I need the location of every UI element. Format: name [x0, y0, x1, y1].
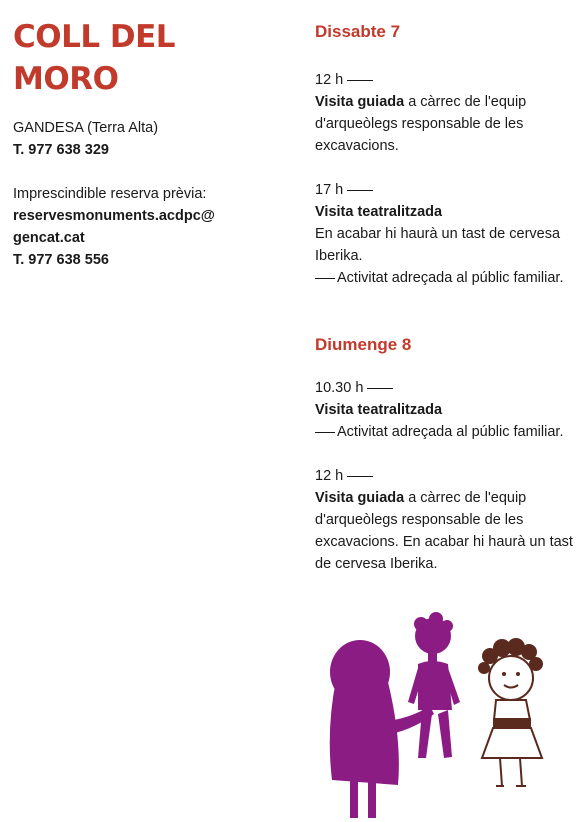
- event-title: Visita guiada: [315, 490, 405, 506]
- schedule: [315, 20, 576, 575]
- event-audience: Activitat adreçada al públic familiar.: [315, 267, 576, 289]
- page-title: [13, 16, 175, 100]
- event-saturday-17h: [315, 179, 576, 289]
- event-sunday-12h: [315, 465, 576, 575]
- event-time: 12 h: [315, 69, 576, 91]
- reservation-note: Imprescindible reserva prèvia:: [13, 186, 207, 202]
- event-description: Visita guiada a càrrec de l'equip d'arqueòlegs responsable de les excavacions.: [315, 94, 527, 154]
- event-saturday-12h: [315, 69, 576, 157]
- day-heading-saturday: Dissabte 7: [315, 22, 401, 41]
- puppet-show-illustration: [318, 610, 558, 822]
- event-sunday-1030h: [315, 377, 576, 443]
- reservation-phone[interactable]: T. 977 638 556: [13, 252, 109, 268]
- venue-info: [13, 117, 293, 271]
- event-time: 17 h: [315, 179, 576, 201]
- event-audience: Activitat adreçada al públic familiar.: [315, 421, 576, 443]
- child-figure: [478, 638, 543, 786]
- reservation-email-line-2[interactable]: gencat.cat: [13, 230, 85, 246]
- event-description: Visita guiada a càrrec de l'equip d'arqueòlegs responsable de les excavacions. En acabar hi haurà un tast de cervesa Iberika.: [315, 490, 573, 572]
- reservation-email-line-1[interactable]: reservesmonuments.acdpc@: [13, 208, 215, 224]
- event-title: Visita teatralitzada: [315, 204, 443, 220]
- venue-phone[interactable]: T. 977 638 329: [13, 142, 109, 158]
- day-heading-sunday: Diumenge 8: [315, 335, 412, 354]
- event-title: Visita guiada: [315, 94, 405, 110]
- event-time: 12 h: [315, 465, 576, 487]
- title-line-1: COLL DEL: [13, 19, 176, 55]
- event-title: Visita teatralitzada: [315, 402, 443, 418]
- title-line-2: MORO: [13, 61, 119, 97]
- puppet-figure: [408, 612, 460, 758]
- venue-location: GANDESA (Terra Alta): [13, 120, 159, 136]
- event-description: En acabar hi haurà un tast de cervesa Iberika.: [315, 226, 561, 264]
- event-time: 10.30 h: [315, 377, 576, 399]
